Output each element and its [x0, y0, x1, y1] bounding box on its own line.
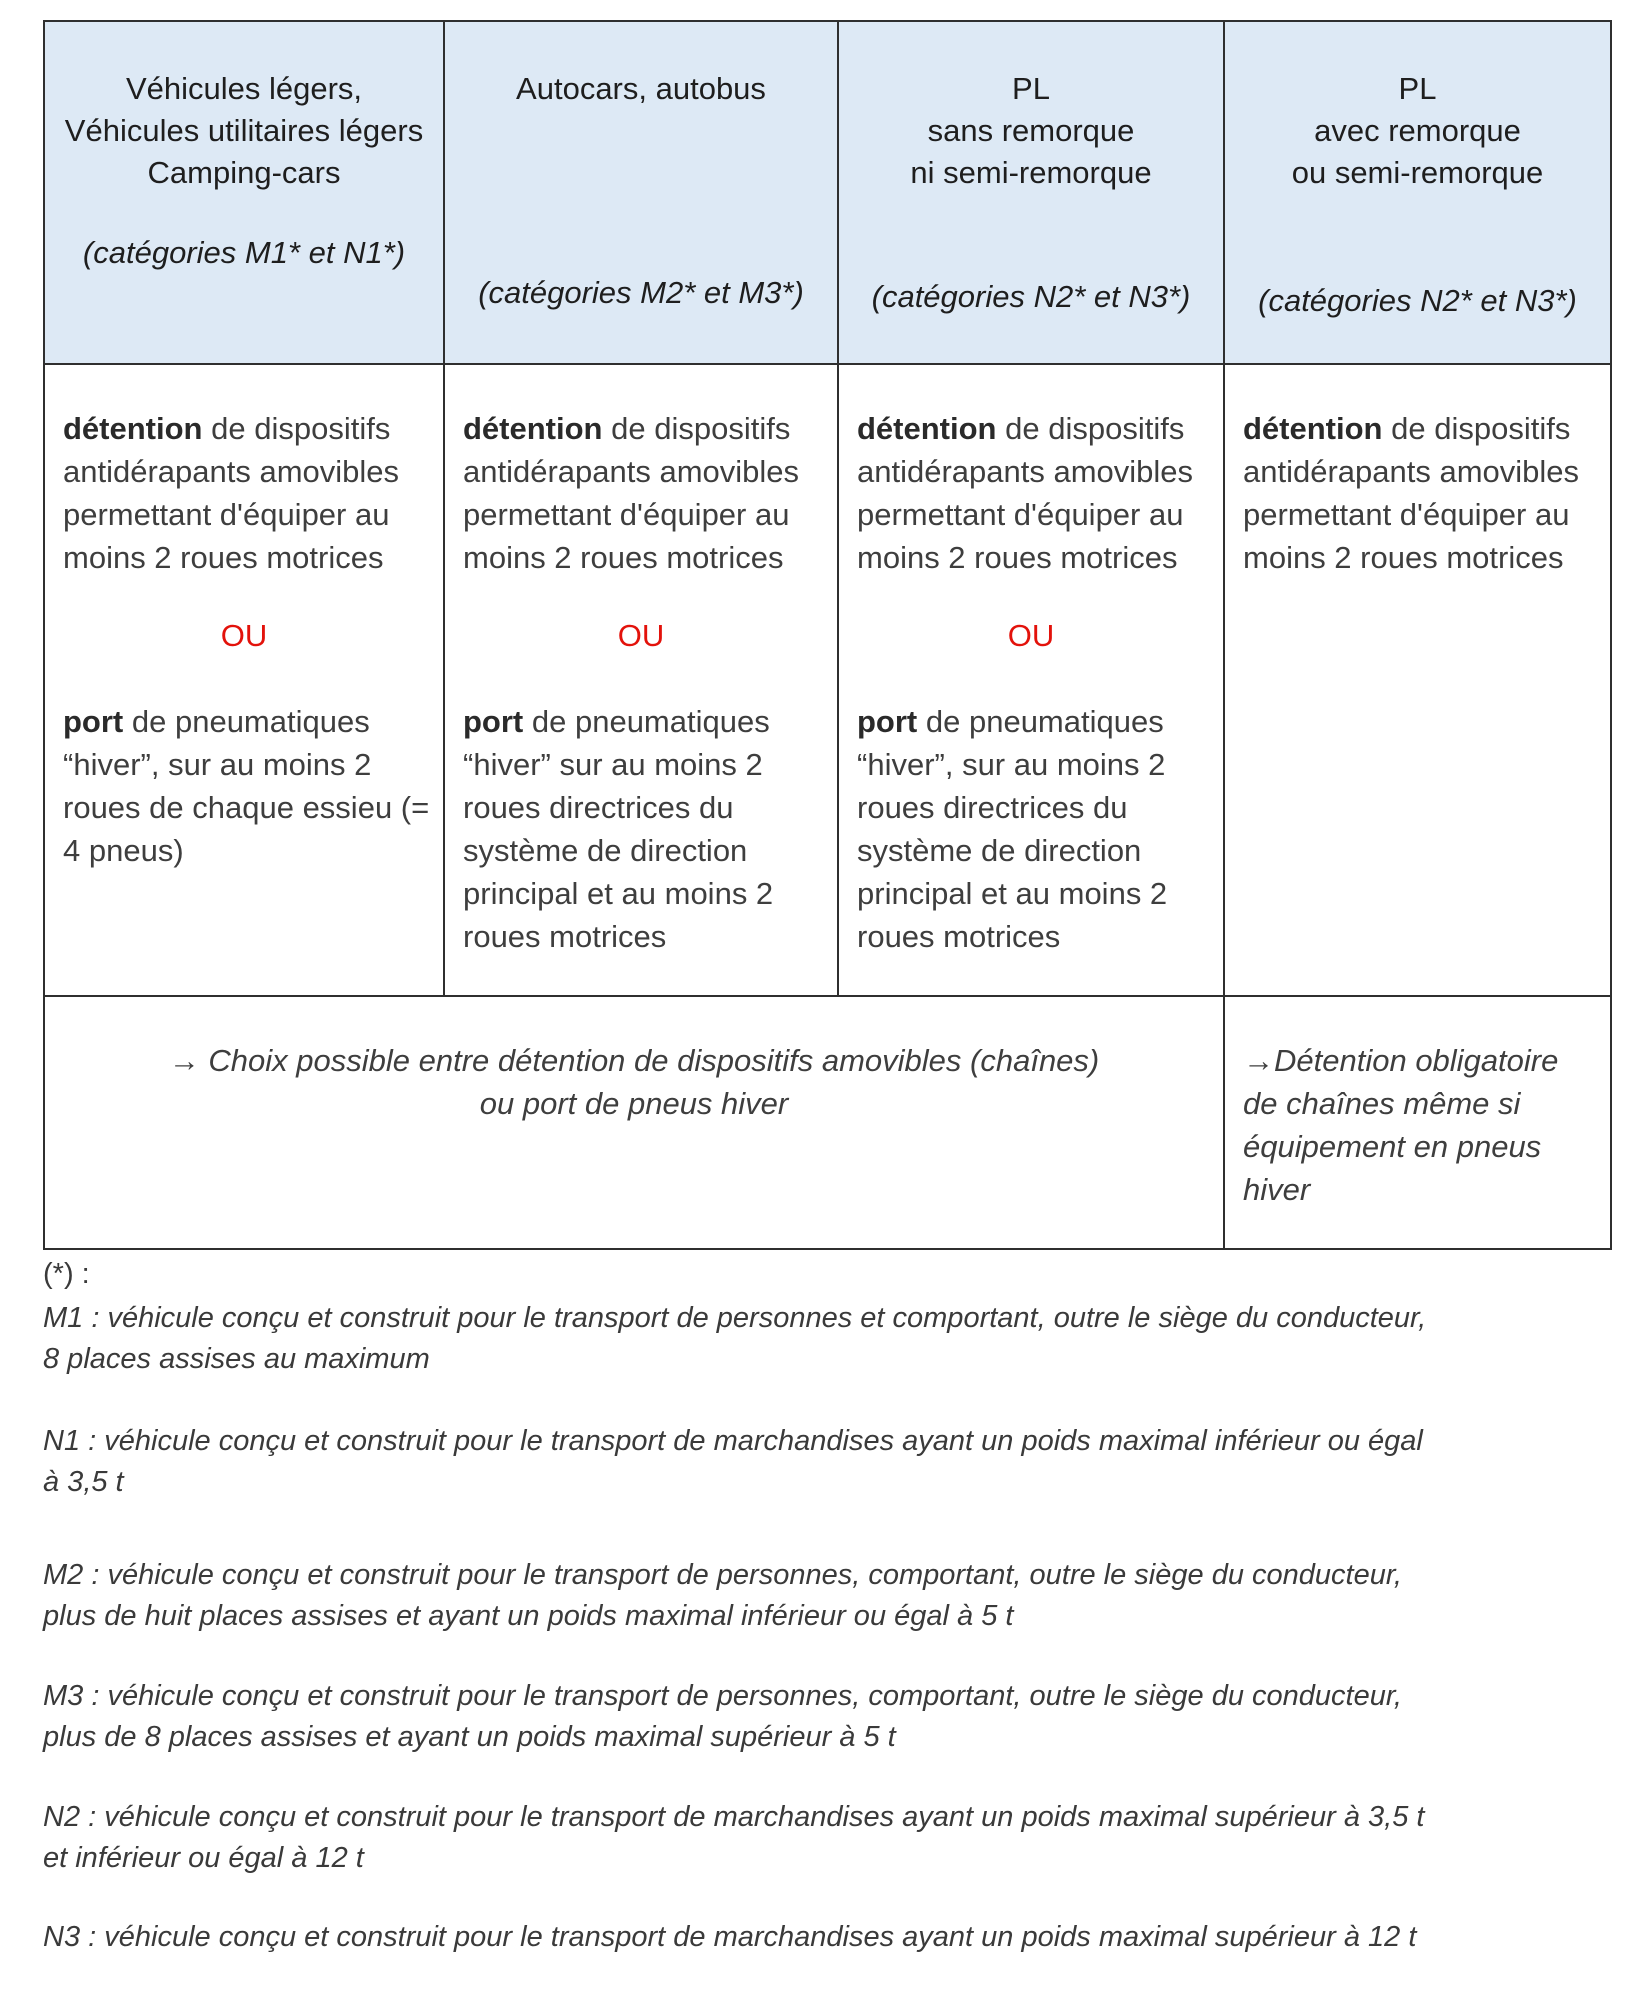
rule-cell-hgv-no-trailer	[839, 365, 1223, 995]
header-line: Véhicules légers,	[125, 71, 363, 106]
rule-cell-light-vehicles	[45, 365, 443, 995]
column-divider	[443, 22, 445, 995]
rule-cell-buses	[445, 365, 837, 995]
note-text: Choix possible entre détention de dispositifs amovibles (chaînes)	[208, 1043, 1100, 1078]
header-title	[445, 68, 837, 110]
rule-cell-hgv-with-trailer	[1225, 365, 1610, 995]
rule-text: de dispositifs antidérapants amovibles permettant d'équiper au moins 2 roues motrices	[463, 411, 800, 575]
rule-chains	[857, 407, 1213, 579]
footnote-line: 8 places assises au maximum	[43, 1343, 430, 1375]
column-divider	[837, 22, 839, 995]
footnote-line: M3 : véhicule conçu et construit pour le transport de personnes, comportant, outre le siège du conducteur,	[43, 1680, 1402, 1712]
header-line: avec remorque	[1314, 113, 1521, 148]
note-choice-line	[45, 1039, 1223, 1082]
footnote-line: N2 : véhicule conçu et construit pour le transport de marchandises ayant un poids maximal supérieur à 3,5 t	[43, 1801, 1425, 1833]
header-line: ni semi-remorque	[910, 155, 1152, 190]
footnote-line: M1 : véhicule conçu et construit pour le transport de personnes et comportant, outre le siège du conducteur,	[43, 1302, 1427, 1334]
footnote-m3	[43, 1676, 1603, 1758]
rule-chains	[63, 407, 433, 579]
note-text: ou port de pneus hiver	[479, 1086, 789, 1121]
header-category: (catégories M1* et N1*)	[82, 235, 406, 270]
footnote-m1	[43, 1298, 1603, 1380]
rule-text: de dispositifs antidérapants amovibles permettant d'équiper au moins 2 roues motrices	[857, 411, 1194, 575]
note-text: Détention obligatoire de chaînes même si équipement en pneus hiver	[1243, 1043, 1559, 1207]
rule-tyres	[63, 700, 433, 872]
rule-tyres	[857, 700, 1213, 958]
header-line: PL	[1012, 71, 1050, 106]
or-label: OU	[220, 618, 268, 653]
footnote-line: plus de huit places assises et ayant un poids maximal inférieur ou égal à 5 t	[43, 1600, 1014, 1632]
header-category: (catégories M2* et M3*)	[478, 275, 804, 310]
arrow-icon: →	[168, 1043, 200, 1078]
rule-keyword: détention	[857, 411, 997, 446]
footnote-n1	[43, 1421, 1603, 1503]
rule-text: de pneumatiques “hiver” sur au moins 2 roues directrices du système de direction principal et au moins 2 roues motrices	[463, 704, 774, 954]
rule-text: de pneumatiques “hiver”, sur au moins 2 roues de chaque essieu (= 4 pneus)	[63, 704, 430, 868]
rule-keyword: port	[857, 704, 918, 739]
header-line: Camping-cars	[147, 155, 341, 190]
rule-keyword: détention	[63, 411, 203, 446]
header-line: Véhicules utilitaires légers	[64, 113, 424, 148]
rule-text: de dispositifs antidérapants amovibles permettant d'équiper au moins 2 roues motrices	[1243, 411, 1580, 575]
footnote-marker: (*) :	[43, 1258, 90, 1290]
column-divider	[1223, 22, 1225, 1248]
header-buses	[445, 22, 837, 363]
footnote-line: et inférieur ou égal à 12 t	[43, 1842, 364, 1874]
footnote-line: plus de 8 places assises et ayant un poids maximal supérieur à 5 t	[43, 1721, 896, 1753]
header-line: Autocars, autobus	[516, 71, 766, 106]
rule-keyword: port	[63, 704, 124, 739]
header-title	[45, 68, 443, 194]
header-title	[1225, 68, 1610, 194]
footnote-line: à 3,5 t	[43, 1466, 124, 1498]
header-category: (catégories N2* et N3*)	[1258, 283, 1577, 318]
rule-chains	[1243, 407, 1600, 579]
header-hgv-with-trailer	[1225, 22, 1610, 363]
header-light-vehicles	[45, 22, 443, 363]
footnote-n3	[43, 1917, 1603, 1958]
rule-text: de pneumatiques “hiver”, sur au moins 2 roues directrices du système de direction principal et au moins 2 roues motrices	[857, 704, 1168, 954]
or-label: OU	[1007, 618, 1055, 653]
header-category: (catégories N2* et N3*)	[871, 279, 1191, 314]
rule-keyword: détention	[1243, 411, 1383, 446]
note-choice	[45, 997, 1223, 1250]
or-label: OU	[617, 618, 665, 653]
footnote-n2	[43, 1797, 1603, 1879]
header-line: ou semi-remorque	[1291, 155, 1544, 190]
header-title	[839, 68, 1223, 194]
header-line: sans remorque	[927, 113, 1135, 148]
footnote-line: N1 : véhicule conçu et construit pour le transport de marchandises ayant un poids maximal inférieur ou égal	[43, 1425, 1423, 1457]
equipment-table	[43, 20, 1612, 1250]
footnote-line: N3 : véhicule conçu et construit pour le transport de marchandises ayant un poids maximal supérieur à 12 t	[43, 1921, 1417, 1953]
footnote-m2	[43, 1555, 1603, 1637]
header-line: PL	[1398, 71, 1437, 106]
rule-keyword: port	[463, 704, 524, 739]
rule-tyres	[463, 700, 827, 958]
rule-keyword: détention	[463, 411, 603, 446]
note-mandatory	[1225, 997, 1610, 1250]
footnote-line: M2 : véhicule conçu et construit pour le transport de personnes, comportant, outre le siège du conducteur,	[43, 1559, 1402, 1591]
rule-text: de dispositifs antidérapants amovibles permettant d'équiper au moins 2 roues motrices	[63, 411, 400, 575]
rule-chains	[463, 407, 827, 579]
arrow-icon: →	[1243, 1043, 1274, 1078]
header-hgv-no-trailer	[839, 22, 1223, 363]
